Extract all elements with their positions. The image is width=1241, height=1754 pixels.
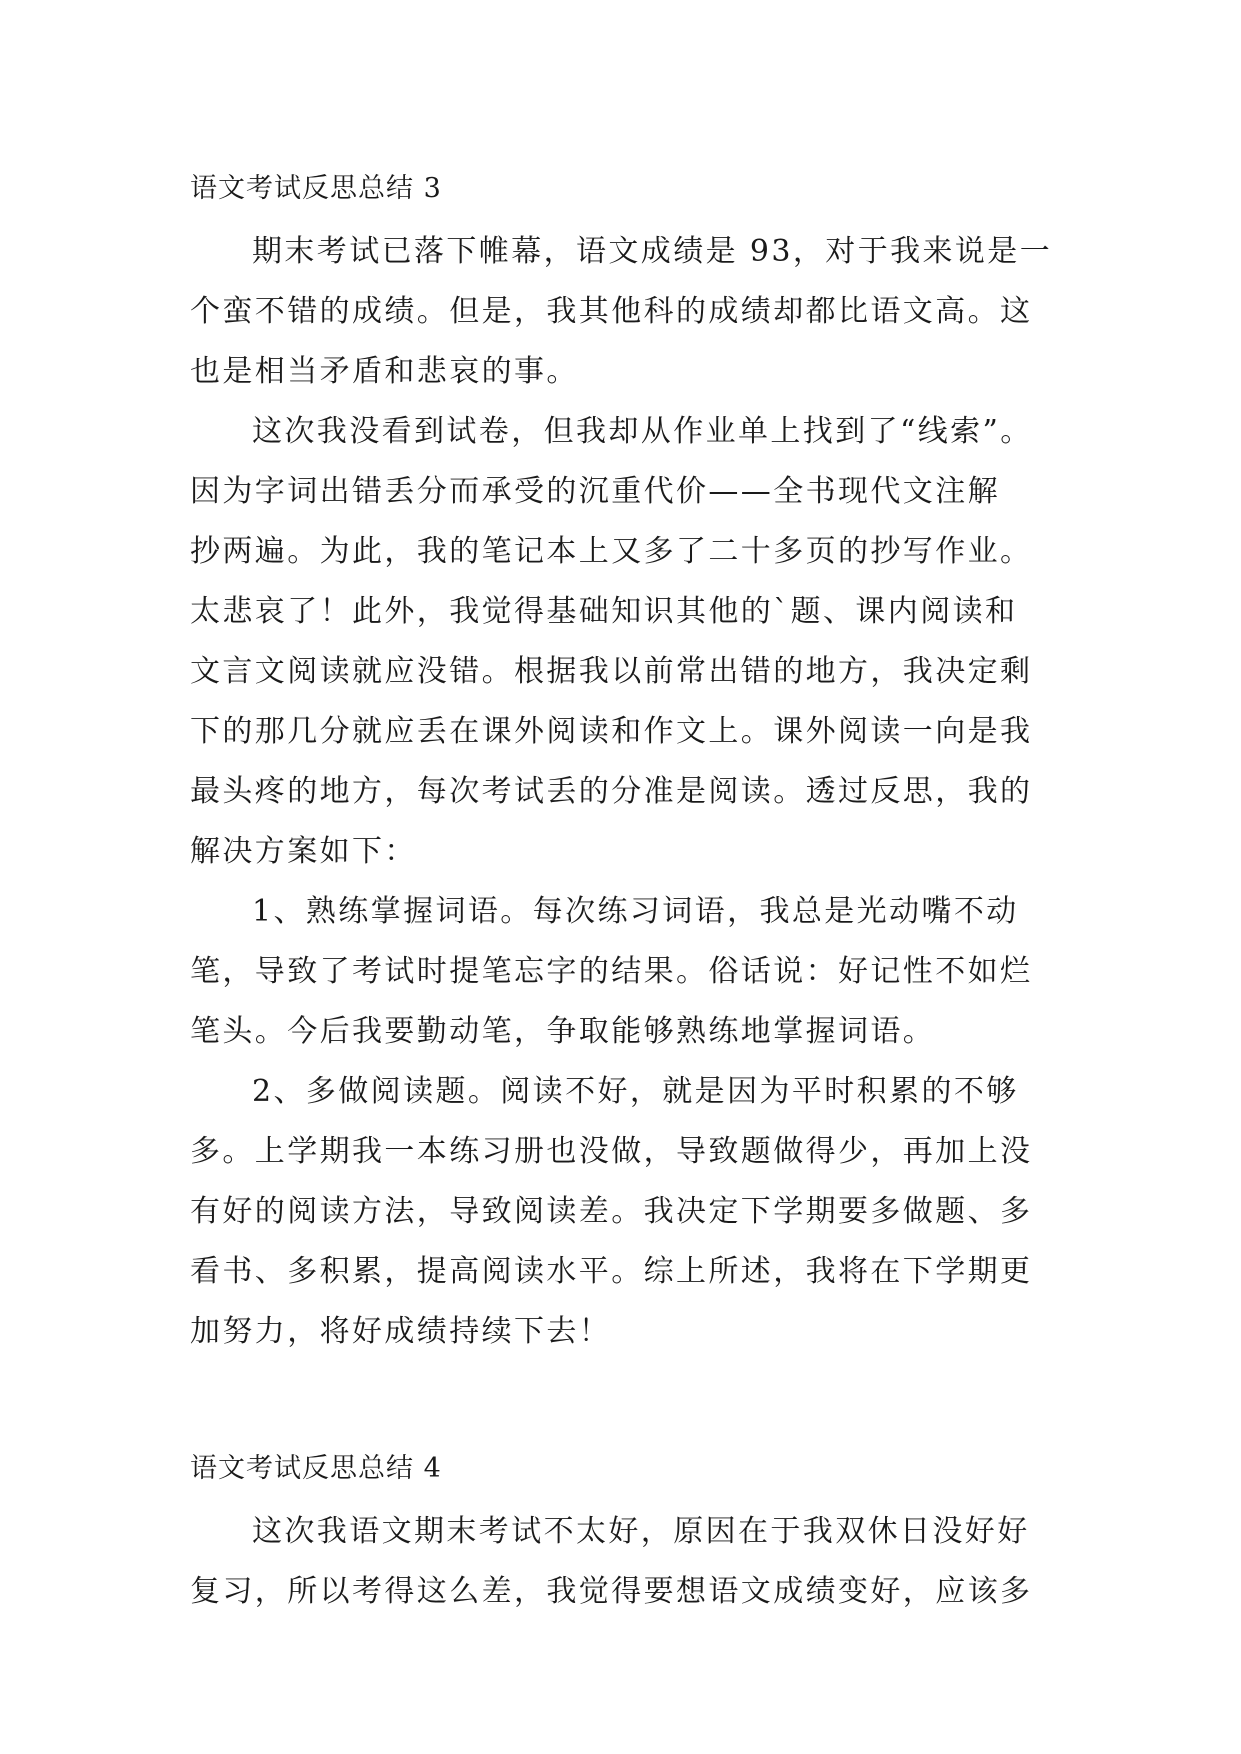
paragraph-line: 多。上学期我一本练习册也没做，导致题做得少，再加上没 xyxy=(190,1134,1033,1169)
paragraph-line: 最头疼的地方，每次考试丢的分准是阅读。透过反思，我的 xyxy=(190,774,1033,809)
paragraph xyxy=(190,1502,1060,1622)
section-gap xyxy=(190,1362,1060,1440)
paragraph-line: 这次我没看到试卷，但我却从作业单上找到了“线索”。 xyxy=(252,414,1033,449)
paragraph-line: 1、熟练掌握词语。每次练习词语，我总是光动嘴不动 xyxy=(252,894,1019,929)
paragraph-line: 这次我语文期末考试不太好，原因在于我双休日没好好 xyxy=(252,1514,1030,1549)
paragraph xyxy=(190,1062,1060,1362)
paragraph-line: 期末考试已落下帷幕，语文成绩是 93，对于我来说是一 xyxy=(252,234,1053,269)
paragraph-line: 也是相当矛盾和悲哀的事。 xyxy=(190,354,579,389)
paragraph-line: 看书、多积累，提高阅读水平。综上所述，我将在下学期更 xyxy=(190,1254,1033,1289)
paragraph-line: 解决方案如下： xyxy=(190,834,417,869)
paragraph-line: 太悲哀了！此外，我觉得基础知识其他的`题、课内阅读和 xyxy=(190,594,1018,629)
paragraph-line: 有好的阅读方法，导致阅读差。我决定下学期要多做题、多 xyxy=(190,1194,1033,1229)
paragraph-line: 笔头。今后我要勤动笔，争取能够熟练地掌握词语。 xyxy=(190,1014,936,1049)
paragraph-line: 文言文阅读就应没错。根据我以前常出错的地方，我决定剩 xyxy=(190,654,1033,689)
paragraph-line: 因为字词出错丢分而承受的沉重代价——全书现代文注解 xyxy=(190,474,1000,509)
paragraph-line: 2、多做阅读题。阅读不好，就是因为平时积累的不够 xyxy=(252,1074,1019,1109)
section-4 xyxy=(190,1440,1060,1622)
paragraph-line: 抄两遍。为此，我的笔记本上又多了二十多页的抄写作业。 xyxy=(190,534,1033,569)
paragraph xyxy=(190,402,1060,882)
document-body xyxy=(190,160,1060,1622)
paragraph-line: 个蛮不错的成绩。但是，我其他科的成绩却都比语文高。这 xyxy=(190,294,1033,329)
paragraph xyxy=(190,882,1060,1062)
paragraph-line: 笔，导致了考试时提笔忘字的结果。俗话说：好记性不如烂 xyxy=(190,954,1033,989)
section-3 xyxy=(190,160,1060,1362)
paragraph xyxy=(190,222,1060,402)
paragraph-line: 复习，所以考得这么差，我觉得要想语文成绩变好，应该多 xyxy=(190,1574,1033,1609)
paragraph-line: 下的那几分就应丢在课外阅读和作文上。课外阅读一向是我 xyxy=(190,714,1033,749)
paragraph-line: 加努力，将好成绩持续下去！ xyxy=(190,1314,612,1349)
section-title: 语文考试反思总结 3 xyxy=(190,173,442,204)
section-title: 语文考试反思总结 4 xyxy=(190,1453,442,1484)
